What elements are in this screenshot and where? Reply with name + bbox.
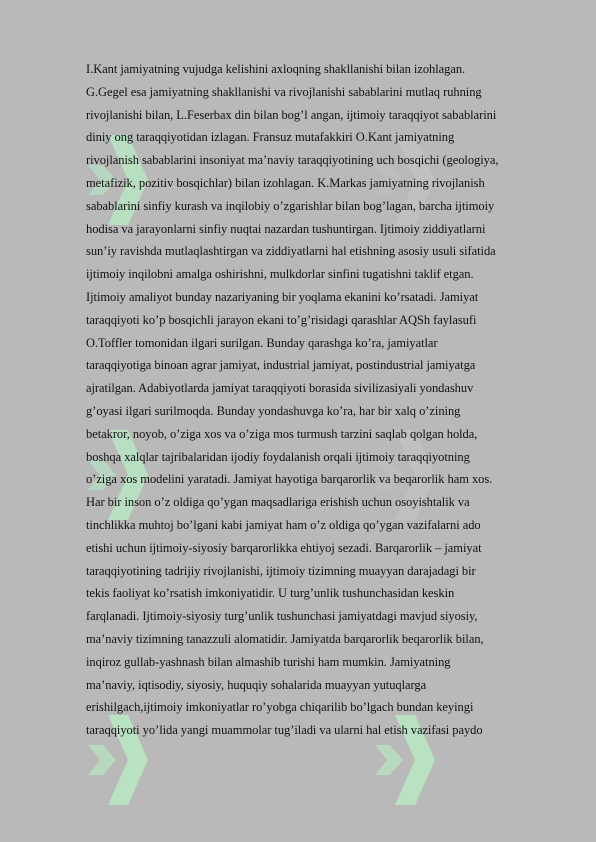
text-line: tinchlikka muhtoj bo’lgani kabi jamiyat ham o’z oldiga qo’ygan vazifalarni ado: [86, 517, 481, 532]
text-line: inqiroz gullab-yashnash bilan almashib turishi ham mumkin. Jamiyatning: [86, 654, 451, 669]
text-line: diniy ong taraqqiyotidan izlagan. Fransuz mutafakkiri O.Kant jamiyatning: [86, 130, 455, 145]
text-line: hodisa va jarayonlarni sinfiy nuqtai nazardan tushuntirgan. Ijtimoiy ziddiyatlarni: [86, 221, 486, 236]
text-line: Har bir inson o’z oldiga qo’ygan maqsadlariga erishish uchun osoyishtalik va: [86, 495, 470, 510]
text-line: erishilgach,ijtimoiy imkoniyatlar ro’yobga chiqarilib bo’lgach bundan keyingi: [86, 700, 474, 715]
text-line: metafizik, pozitiv bosqichlar) bilan izohlagan. K.Markas jamiyatning rivojlanish: [86, 175, 485, 190]
text-line: ajratilgan. Adabiyotlarda jamiyat taraqqiyoti borasida sivilizasiyali yondashuv: [86, 381, 474, 396]
text-line: rivojlanishi bilan, L.Feserbax din bilan bog’l angan, ijtimoiy taraqqiyot sabablarini: [86, 107, 497, 122]
text-line: sabablarini sinfiy kurash va inqilobiy o’zgarishlar bilan bog’lagan, barcha ijtimoiy: [86, 198, 495, 213]
text-line: ijtimoiy inqilobni amalga oshirishni, mulkdorlar sinfini tugatishni taklif etgan.: [86, 267, 474, 282]
text-line: boshqa xalqlar tajribalaridan ijodiy foydalanish orqali ijtimoiy taraqqiyotning: [86, 449, 470, 464]
text-line: farqlanadi. Ijtimoiy-siyosiy turg’unlik tushunchasi jamiyatdagi mavjud siyosiy,: [86, 609, 478, 624]
text-line: O.Toffler tomonidan ilgari surilgan. Bunday qarashga ko’ra, jamiyatlar: [86, 335, 438, 350]
text-line: tekis faoliyat ko’rsatish imkoniyatidir. U turg’unlik tushunchasidan keskin: [86, 586, 455, 601]
text-line: I.Kant jamiyatning vujudga kelishini axloqning shakllanishi bilan izohlagan.: [86, 62, 466, 76]
text-line: ma’naviy, iqtisodiy, siyosiy, huquqiy sohalarida muayyan yutuqlarga: [86, 677, 427, 692]
text-line: taraqqiyotiga binoan agrar jamiyat, industrial jamiyat, postindustrial jamiyatga: [86, 358, 476, 373]
body-text: [86, 58, 556, 742]
text-line: rivojlanish sabablarini insoniyat ma’naviy taraqqiyotining uch bosqichi (geologiya,: [86, 153, 499, 168]
text-line: ma’naviy tizimning tanazzuli alomatidir. Jamiyatda barqarorlik beqarorlik bilan,: [86, 631, 484, 646]
text-line: Ijtimoiy amaliyot bunday nazariyaning bir yoqlama ekanini ko’rsatadi. Jamiyat: [86, 289, 479, 304]
text-line: g’oyasi ilgari surilmoqda. Bunday yondashuvga ko’ra, har bir xalq o’zining: [86, 403, 461, 418]
text-line: o’ziga xos modelini yaratadi. Jamiyat hayotiga barqarorlik va beqarorlik ham xos.: [86, 472, 493, 487]
text-line: taraqqiyoti ko’p bosqichli jarayon ekani to’g’risidagi qarashlar AQSh faylasufi: [86, 312, 477, 327]
text-line: etishi uchun ijtimoiy-siyosiy barqarorlikka ehtiyoj sezadi. Barqarorlik – jamiyat: [86, 540, 482, 555]
text-line: sun’iy ravishda mutlaqlashtirgan va ziddiyatlarni hal etishning asosiy usuli sifatida: [86, 244, 496, 259]
text-line: betakror, noyob, o’ziga xos va o’ziga mos turmush tarzini saqlab qolgan holda,: [86, 426, 478, 441]
text-line: taraqqiyoti yo’lida yangi muammolar tug’iladi va ularni hal etish vazifasi paydo: [86, 723, 483, 738]
text-line: G.Gegel esa jamiyatning shakllanishi va rivojlanishi sabablarini mutlaq ruhning: [86, 84, 482, 99]
text-line: taraqqiyotining tadrijiy rivojlanishi, ijtimoiy tizimning muayyan darajadagi bir: [86, 563, 476, 578]
